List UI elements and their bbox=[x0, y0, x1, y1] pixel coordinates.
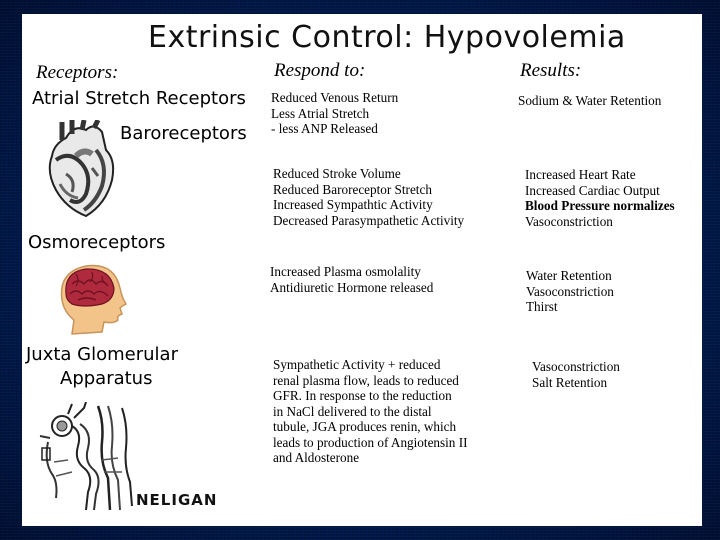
respond-atrial-line: Less Atrial Stretch bbox=[271, 105, 370, 121]
respond-jga-line: tubule, JGA produces renin, which bbox=[273, 419, 457, 434]
respond-jga-line: in NaCl delivered to the distal bbox=[273, 403, 432, 419]
respond-osmo-line: Antidiuretic Hormone released bbox=[270, 279, 434, 295]
label-osmoreceptors: Osmoreceptors bbox=[28, 232, 166, 253]
respond-osmo bbox=[270, 264, 433, 295]
respond-atrial-line: Reduced Venous Return bbox=[271, 90, 399, 105]
results-osmo bbox=[526, 268, 614, 315]
slide bbox=[22, 14, 702, 526]
respond-baro-line: Increased Sympathtic Activity bbox=[273, 197, 433, 212]
label-baroreceptors: Baroreceptors bbox=[120, 123, 247, 144]
label-jga-line1: Juxta Glomerular bbox=[26, 344, 178, 365]
results-baro-line: Increased Cardiac Output bbox=[525, 182, 660, 198]
respond-atrial bbox=[271, 90, 398, 137]
respond-jga-line: Sympathetic Activity + reduced bbox=[273, 357, 441, 372]
header-respond-to: Respond to: bbox=[274, 60, 366, 81]
respond-baro-line: Reduced Stroke Volume bbox=[273, 166, 401, 181]
respond-jga-line: renal plasma flow, leads to reduced bbox=[273, 372, 459, 388]
label-atrial-stretch-receptors: Atrial Stretch Receptors bbox=[32, 88, 246, 109]
heart-illustration-icon bbox=[36, 120, 126, 224]
respond-jga-line: and Aldosterone bbox=[273, 450, 360, 465]
results-osmo-line: Thirst bbox=[526, 299, 558, 314]
respond-baro-line: Reduced Baroreceptor Stretch bbox=[273, 181, 432, 197]
head-brain-illustration-icon bbox=[52, 260, 128, 336]
respond-baro-line: Decreased Parasympathetic Activity bbox=[273, 212, 465, 228]
respond-jga-line: leads to production of Angiotensin II bbox=[273, 434, 468, 450]
results-osmo-line: Water Retention bbox=[526, 268, 612, 283]
results-atrial-line: Sodium & Water Retention bbox=[518, 93, 662, 108]
header-receptors: Receptors: bbox=[36, 62, 119, 83]
results-baro-line: Blood Pressure normalizes bbox=[525, 198, 675, 213]
header-results: Results: bbox=[520, 60, 582, 81]
results-baro-line: Vasoconstriction bbox=[525, 213, 613, 229]
results-osmo-line: Vasoconstriction bbox=[526, 283, 614, 299]
results-baro-line: Increased Heart Rate bbox=[525, 167, 636, 182]
results-jga-line: Vasoconstriction bbox=[532, 359, 620, 374]
results-baro bbox=[525, 167, 675, 229]
respond-baro bbox=[273, 166, 464, 228]
respond-jga bbox=[273, 357, 467, 466]
slide-title: Extrinsic Control: Hypovolemia bbox=[148, 20, 626, 55]
respond-osmo-line: Increased Plasma osmolality bbox=[270, 264, 421, 279]
label-jga-line2: Apparatus bbox=[60, 368, 153, 389]
results-atrial bbox=[518, 93, 661, 109]
respond-atrial-line: - less ANP Released bbox=[271, 121, 378, 136]
respond-jga-line: GFR. In response to the reduction bbox=[273, 388, 452, 403]
brand-logo-neligan: NELIGAN bbox=[136, 491, 218, 509]
results-jga-line: Salt Retention bbox=[532, 374, 608, 390]
results-jga bbox=[532, 359, 620, 390]
nephron-illustration-icon bbox=[38, 402, 148, 512]
